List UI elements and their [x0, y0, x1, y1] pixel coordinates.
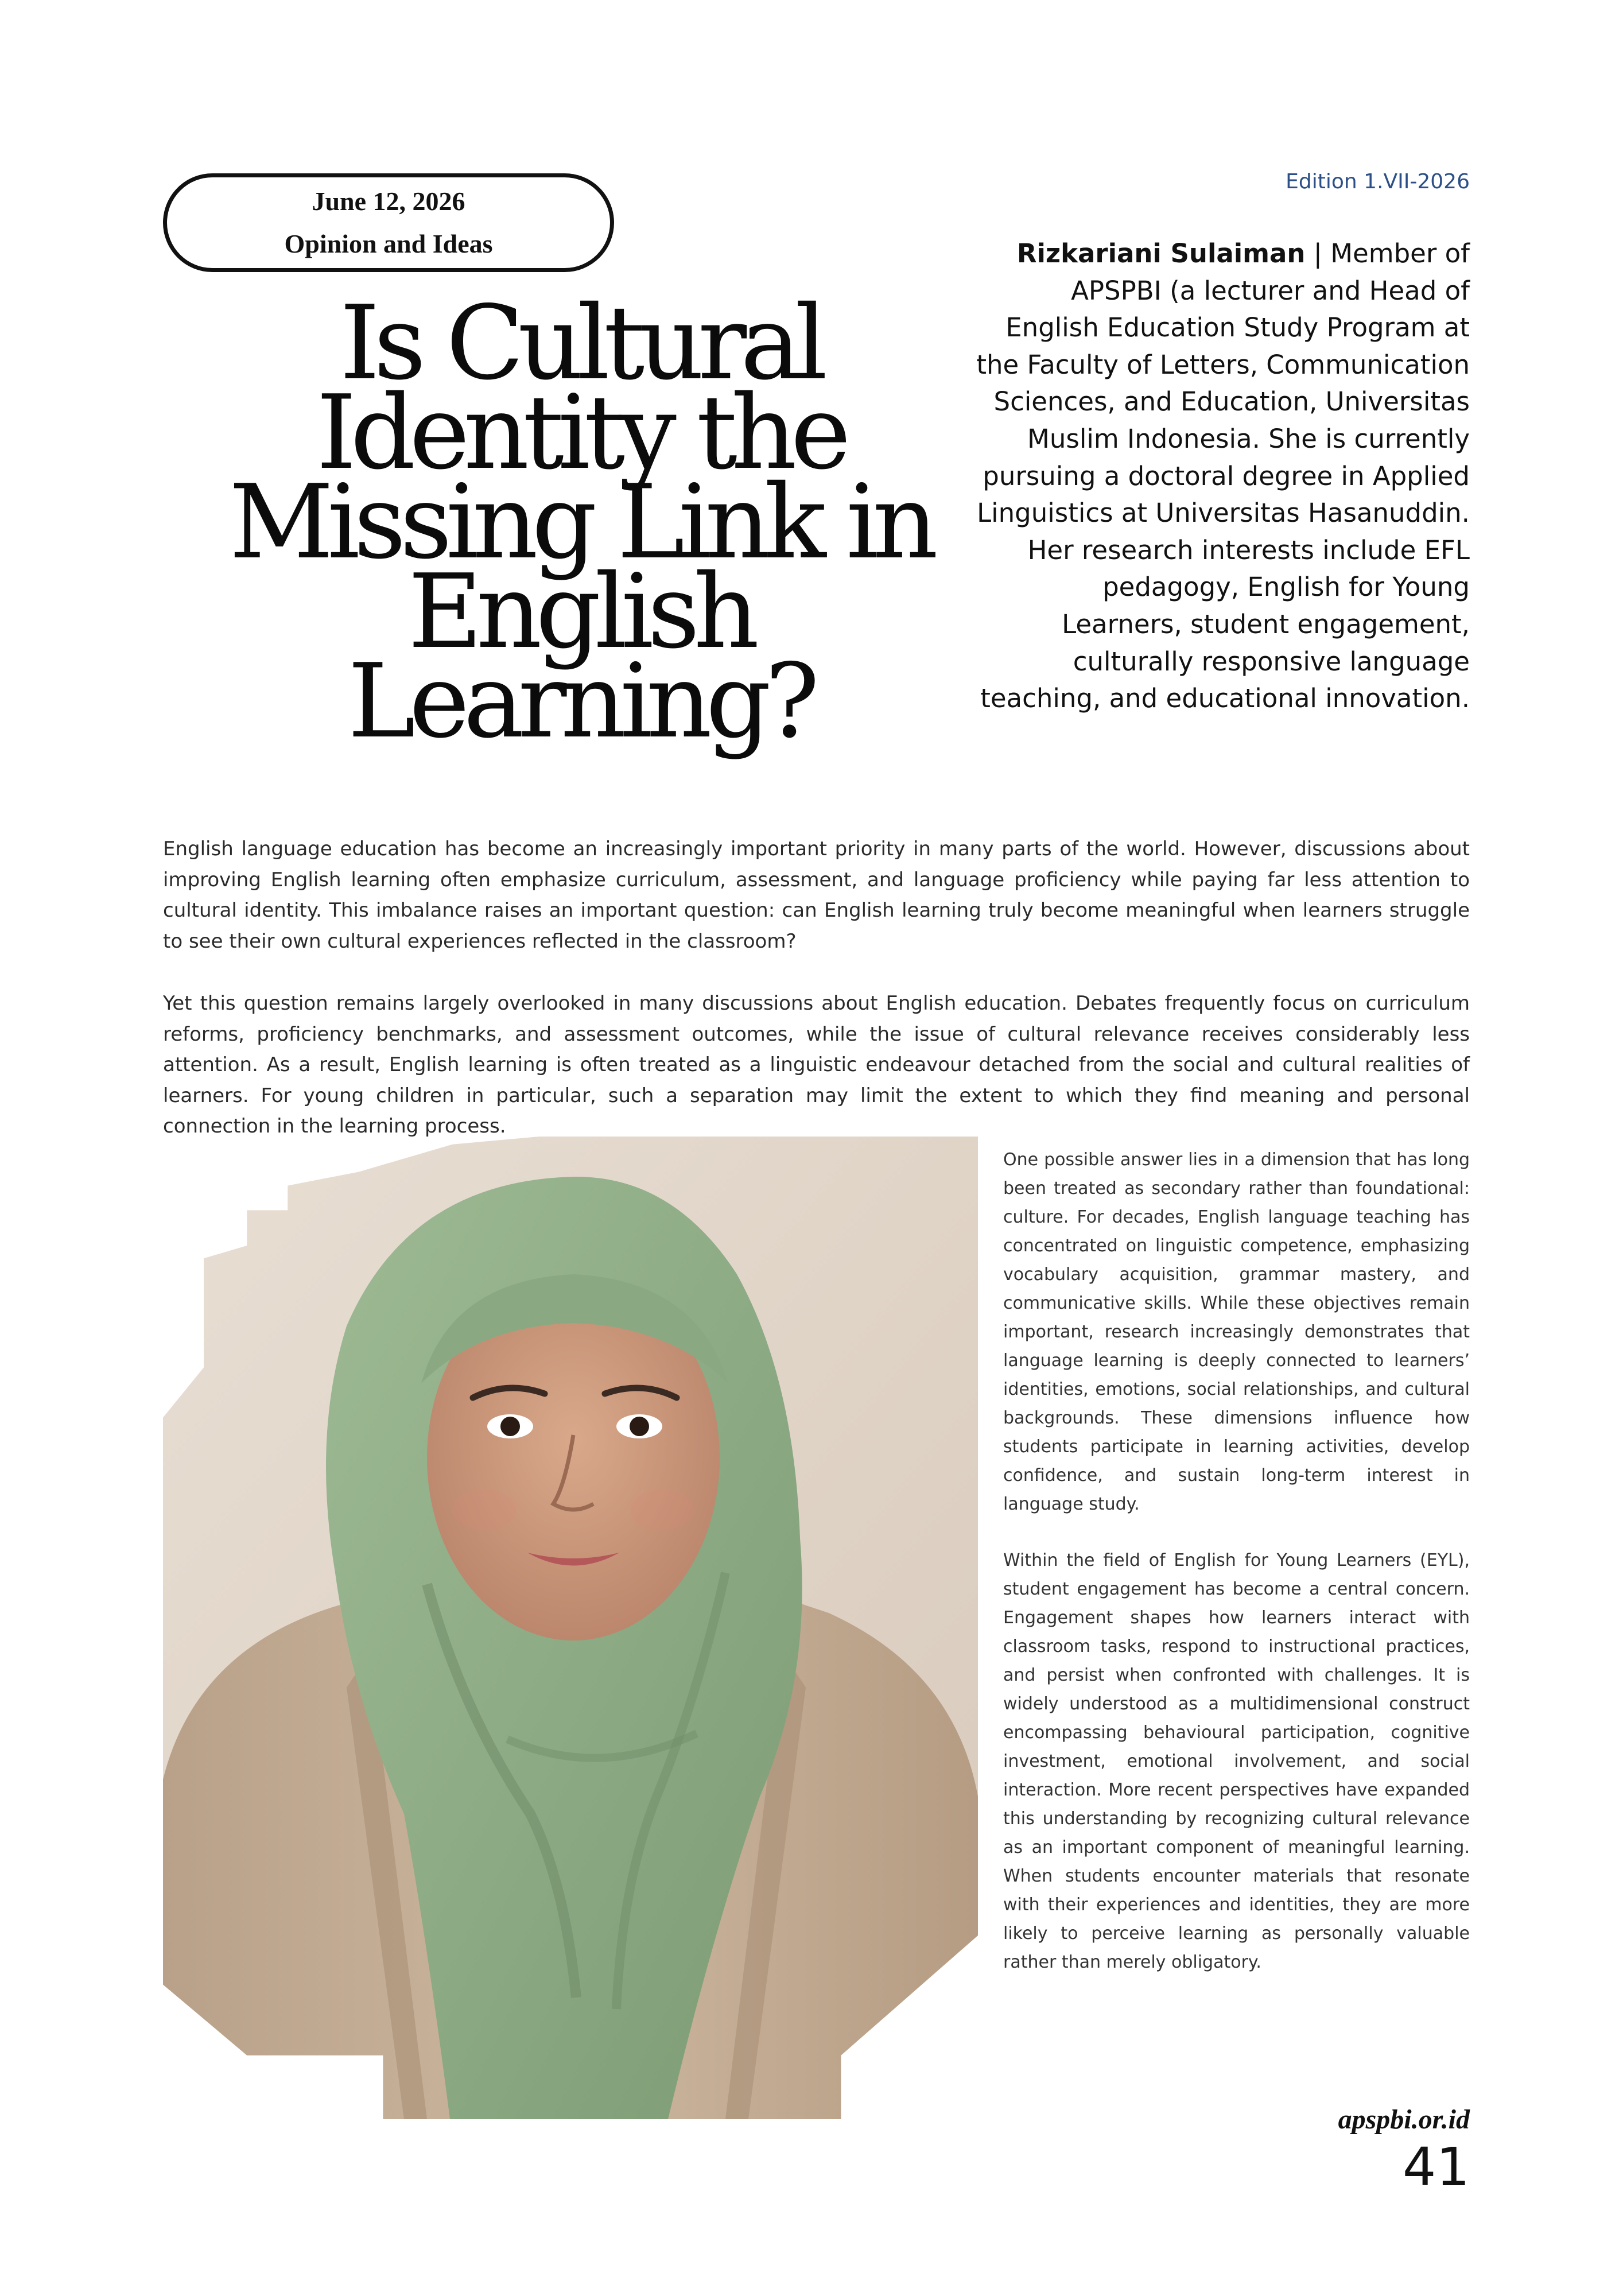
author-bio — [976, 235, 1470, 718]
title-line: Missing Link in — [229, 463, 932, 581]
author-name: Rizkariani Sulaiman — [1016, 238, 1306, 269]
title-line: Is Cultural — [339, 284, 822, 402]
section-name: Opinion and Ideas — [284, 229, 493, 258]
website-url[interactable]: apspbi.or.id — [1338, 2104, 1470, 2135]
article-title — [163, 284, 998, 761]
article-paragraph: English language education has become an increasingly important priority in many parts of the world. However, discussions about improving English learning often emphasize curriculum, assessment, and language proficiency while paying far less attention to cultural identity. This imbalance raises an important question: can English learning truly become meaningful when learners struggle to see their own cultural experiences reflected in the classroom? — [163, 837, 1470, 953]
author-description: | Member of APSPBI (a lecturer and Head of English Education Study Program at the Faculty of Letters, Communication Sciences, and Education, Universitas Muslim Indonesia. She is currently pursuing a doctoral degree in Applied Linguistics at Universitas Hasanuddin. Her research interests include EFL pedagogy, English for Young Learners, student engagement, culturally responsive language teaching, and educational innovation. — [976, 238, 1470, 714]
author-portrait — [163, 1137, 978, 2119]
article-paragraph: One possible answer lies in a dimension that has long been treated as secondary rather than foundational: culture. For decades, English language teaching has concentrated on linguistic competence, emphasizing vocabulary acquisition, grammar mastery, and communicative skills. While these objectives remain important, research increasingly demonstrates that language learning is deeply connected to learners’ identities, emotions, social relationships, and cultural backgrounds. These dimensions influence how students participate in learning activities, develop confidence, and sustain long-term interest in language study. — [1003, 1150, 1470, 1514]
title-line: Identity the — [316, 373, 845, 492]
edition-label: Edition 1.VII-2026 — [1286, 170, 1470, 193]
article-paragraph: Within the field of English for Young Learners (EYL), student engagement has become a central concern. Engagement shapes how learners interact with classroom tasks, respond to instructional practices, and persist when confronted with challenges. It is widely understood as a multidimensional construct encompassing behavioural participation, cognitive investment, emotional involvement, and social interaction. More recent perspectives have expanded this understanding by recognizing cultural relevance as an important component of meaningful learning. When students encounter materials that resonate with their experiences and identities, they are more likely to perceive learning as personally valuable rather than merely obligatory. — [1003, 1550, 1470, 1972]
article-paragraph: Yet this question remains largely overlooked in many discussions about English education. Debates frequently focus on curriculum reforms, proficiency benchmarks, and assessment outcomes, while the issue of cultural relevance receives considerably less attention. As a result, English learning is often treated as a linguistic endeavour detached from the social and cultural realities of learners. For young children in particular, such a separation may limit the extent to which they find meaning and personal connection in the learning process. — [163, 992, 1470, 1138]
issue-date: June 12, 2026 — [312, 187, 465, 216]
title-line: Learning? — [347, 642, 814, 761]
date-section-badge — [163, 173, 614, 272]
title-line: English — [407, 552, 754, 671]
page-number: 41 — [1402, 2136, 1470, 2198]
